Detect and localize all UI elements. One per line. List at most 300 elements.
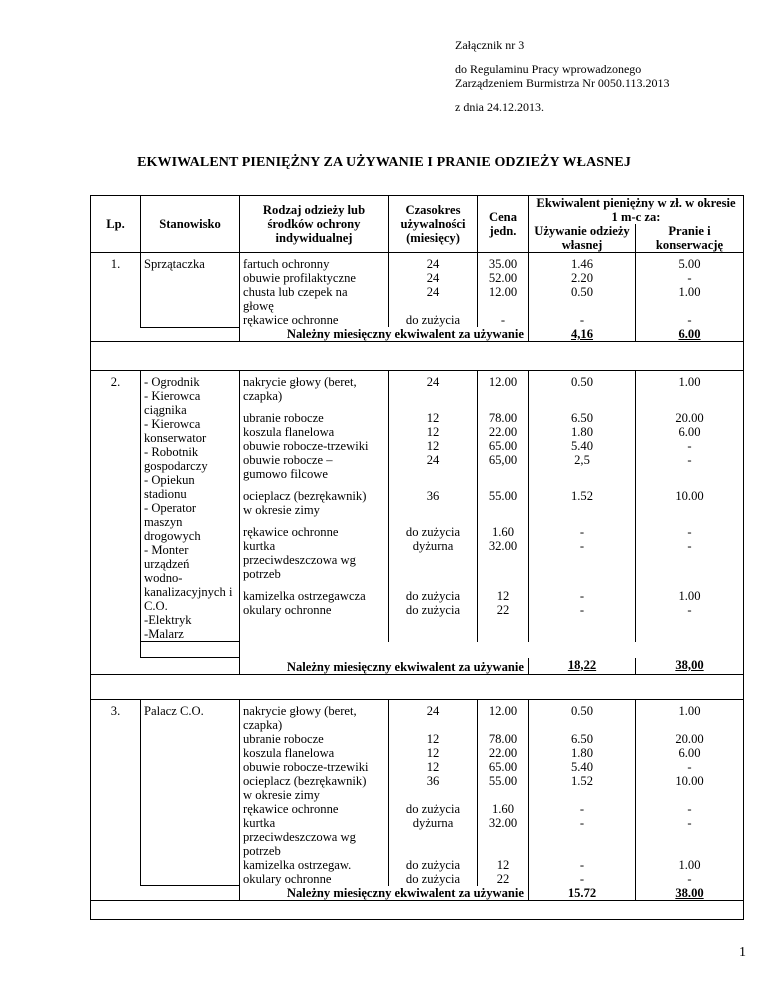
text-line: okulary ochronne [243, 603, 332, 617]
item-cena [481, 375, 525, 403]
value: - [687, 313, 692, 327]
value: - [579, 603, 585, 617]
blank-row [91, 900, 744, 919]
item-czas [392, 774, 474, 802]
text-line: -Malarz [144, 627, 184, 641]
blank-cell [91, 900, 744, 919]
value: - [687, 801, 692, 816]
value: - [579, 589, 585, 603]
item-uz [532, 858, 632, 872]
item-uz [532, 453, 632, 481]
item-name [243, 774, 385, 802]
value: 52.00 [488, 271, 518, 285]
item-name [243, 816, 385, 858]
col-header-cena: Cena jedn. [478, 196, 529, 253]
value: 24 [426, 375, 440, 389]
value: - [579, 313, 585, 327]
item-czas [392, 439, 474, 453]
value: 1.80 [570, 745, 594, 760]
value: 1.00 [678, 589, 701, 603]
value: 0.50 [570, 703, 594, 718]
value: 12.00 [488, 703, 518, 718]
value: 12 [426, 759, 440, 774]
item-uz [532, 539, 632, 581]
value: - [579, 815, 585, 830]
text-line: stadionu [144, 487, 187, 501]
lp-cell: 1. [91, 253, 141, 328]
text-line: Sprzątaczka [144, 257, 205, 271]
section-row [91, 699, 744, 886]
value: 36 [426, 773, 440, 788]
text-line: okulary ochronne [243, 871, 332, 886]
item-czas [392, 760, 474, 774]
text-line: drogowych [144, 529, 201, 543]
item-cena [481, 816, 525, 858]
text-line: ocieplacz (bezrękawnik) [243, 489, 367, 503]
item-czas [392, 453, 474, 481]
item-cena [481, 453, 525, 481]
czasokres-cell [389, 699, 478, 886]
item-uz [532, 760, 632, 774]
pranie-cell [636, 371, 744, 642]
czasokres-cell [389, 253, 478, 328]
czasokres-cell [389, 371, 478, 642]
value: 2.20 [570, 271, 594, 285]
item-uz [532, 411, 632, 425]
item-pr [639, 411, 740, 425]
value: 24 [426, 271, 440, 285]
item-czas [392, 285, 474, 313]
lp-cell-cont [91, 642, 141, 658]
item-pr [639, 746, 740, 760]
lp-cell: 2. [91, 371, 141, 642]
text-line: konserwator [144, 431, 207, 445]
value: 22.00 [488, 745, 518, 760]
value: do zużycia [405, 525, 461, 539]
value: 78.00 [488, 731, 518, 746]
value: do zużycia [405, 871, 461, 886]
text-line: koszula flanelowa [243, 425, 335, 439]
item-uz [532, 802, 632, 816]
item-name [243, 872, 385, 886]
item-name [243, 375, 385, 403]
item-name [243, 411, 385, 425]
stanowisko-cell [141, 253, 240, 328]
item-name [243, 760, 385, 774]
value: 6.00 [678, 745, 701, 760]
item-cena [481, 746, 525, 760]
item-czas [392, 704, 474, 732]
cena-cell [478, 371, 529, 642]
text-line: C.O. [144, 599, 168, 613]
item-name [243, 525, 385, 539]
stanowisko-cell [141, 699, 240, 886]
text-line: Palacz C.O. [144, 703, 204, 718]
value: do zużycia [405, 313, 461, 327]
value: 0.50 [570, 285, 594, 299]
text-line: potrzeb [243, 567, 281, 581]
text-line: ubranie robocze [243, 731, 324, 746]
value: do zużycia [405, 801, 461, 816]
item-cena [481, 802, 525, 816]
spacer-row [91, 642, 744, 658]
pranie-cell [636, 699, 744, 886]
text-line: w okresie zimy [243, 787, 320, 802]
text-line: rękawice ochronne [243, 313, 339, 327]
summary-label: Należny miesięczny ekwiwalent za używanie [240, 327, 529, 342]
value: - [687, 759, 692, 774]
text-line: wodno- [144, 571, 183, 585]
summary-uzywanie: 15.72 [529, 886, 636, 901]
text-line: rękawice ochronne [243, 801, 339, 816]
item-uz [532, 271, 632, 285]
value: 5.40 [570, 759, 594, 774]
value: 2,5 [574, 453, 590, 467]
summary-left [91, 886, 240, 901]
item-czas [392, 539, 474, 581]
value: - [687, 603, 692, 617]
item-uz [532, 872, 632, 886]
summary-left [91, 327, 240, 342]
value: - [687, 439, 692, 453]
summary-row [91, 658, 744, 675]
value: 24 [426, 453, 440, 467]
item-name [243, 589, 385, 603]
item-uz [532, 746, 632, 760]
col-header-uzywanie: Używanie odzieży własnej [529, 224, 636, 253]
attachment-date: z dnia 24.12.2013. [455, 100, 544, 114]
text-line: nakrycie głowy (beret, [243, 703, 357, 718]
item-uz [532, 425, 632, 439]
item-uz [532, 589, 632, 603]
item-cena [481, 285, 525, 313]
item-pr [639, 539, 740, 581]
item-pr [639, 375, 740, 403]
item-pr [639, 774, 740, 802]
text-line: przeciwdeszczowa wg [243, 553, 356, 567]
text-line: obuwie robocze-trzewiki [243, 759, 369, 774]
item-name [243, 439, 385, 453]
value: 22.00 [488, 425, 518, 439]
item-pr [639, 816, 740, 858]
item-name [243, 425, 385, 439]
text-line: czapka) [243, 717, 283, 732]
item-cena [481, 313, 525, 327]
item-uz [532, 285, 632, 313]
item-czas [392, 425, 474, 439]
value: 1.80 [570, 425, 594, 439]
text-line: ubranie robocze [243, 411, 324, 425]
attachment-ref-line: do Regulaminu Pracy wprowadzonego [455, 62, 642, 76]
item-name [243, 858, 385, 872]
uzywanie-cell [529, 699, 636, 886]
text-line: - Kierowca [144, 417, 201, 431]
value: 22 [496, 871, 510, 886]
text-line: obuwie profilaktyczne [243, 271, 356, 285]
item-czas [392, 271, 474, 285]
item-name [243, 271, 385, 285]
col-header-rodzaj: Rodzaj odzieży lub środków ochrony indywidualnej [240, 196, 389, 253]
item-czas [392, 872, 474, 886]
value: 12.00 [488, 375, 518, 389]
spacer-cell [240, 642, 744, 658]
text-line: gumowo filcowe [243, 467, 328, 481]
item-name [243, 489, 385, 517]
value: 32.00 [488, 539, 518, 553]
value: 55.00 [488, 773, 518, 788]
text-line: - Kierowca [144, 389, 201, 403]
item-pr [639, 271, 740, 285]
value: 20.00 [675, 411, 704, 425]
value: 1.00 [678, 285, 701, 299]
value: 24 [426, 257, 440, 271]
value: 1.00 [678, 857, 701, 872]
item-pr [639, 425, 740, 439]
item-cena [481, 425, 525, 439]
value: 20.00 [675, 731, 704, 746]
item-czas [392, 257, 474, 271]
item-czas [392, 589, 474, 603]
item-czas [392, 375, 474, 403]
value: - [579, 539, 585, 553]
item-cena [481, 732, 525, 746]
value: 35.00 [488, 257, 518, 271]
text-line: koszula flanelowa [243, 745, 335, 760]
text-line: przeciwdeszczowa wg [243, 829, 356, 844]
item-pr [639, 525, 740, 539]
value: 12 [426, 425, 440, 439]
value: 55.00 [488, 489, 518, 503]
cena-cell [478, 699, 529, 886]
item-cena [481, 411, 525, 425]
item-name [243, 746, 385, 760]
value: 12 [426, 731, 440, 746]
item-czas [392, 525, 474, 539]
value: - [579, 857, 585, 872]
item-cena [481, 257, 525, 271]
text-line: gospodarczy [144, 459, 208, 473]
item-cena [481, 525, 525, 539]
value: - [687, 871, 692, 886]
value: 12.00 [488, 285, 518, 299]
item-uz [532, 774, 632, 802]
item-cena [481, 589, 525, 603]
rodzaj-cell [240, 371, 389, 642]
item-uz [532, 816, 632, 858]
item-name [243, 313, 385, 327]
text-line: kurtka [243, 815, 276, 830]
item-pr [639, 589, 740, 603]
table-header-row [91, 196, 744, 225]
blank-row [91, 674, 744, 699]
item-uz [532, 375, 632, 403]
summary-uzywanie: 18,22 [529, 658, 636, 675]
lp-cell: 3. [91, 699, 141, 886]
value: - [687, 815, 692, 830]
value: 1.00 [678, 375, 701, 389]
value: do zużycia [405, 603, 461, 617]
text-line: czapka) [243, 389, 283, 403]
item-name [243, 802, 385, 816]
item-pr [639, 760, 740, 774]
blank-cell [91, 674, 744, 699]
item-uz [532, 525, 632, 539]
item-pr [639, 489, 740, 517]
item-czas [392, 603, 474, 617]
attachment-header [455, 38, 670, 114]
item-cena [481, 489, 525, 517]
summary-label: Należny miesięczny ekwiwalent za używanie [240, 658, 529, 675]
item-pr [639, 313, 740, 327]
text-line: - Operator maszyn [144, 501, 197, 529]
item-pr [639, 704, 740, 732]
value: 32.00 [488, 815, 518, 830]
table-body [91, 253, 744, 920]
item-pr [639, 858, 740, 872]
item-cena [481, 704, 525, 732]
text-line: kamizelka ostrzegaw. [243, 857, 352, 872]
value: 10.00 [675, 489, 704, 503]
text-line: ciągnika [144, 403, 187, 417]
document-title: EKWIWALENT PIENIĘŻNY ZA UŻYWANIE I PRANIE ODZIEŻY WŁASNEJ [137, 155, 631, 170]
item-czas [392, 411, 474, 425]
value: 5.40 [570, 439, 594, 453]
rodzaj-cell [240, 253, 389, 328]
text-line: kamizelka ostrzegawcza [243, 589, 366, 603]
text-line: w okresie zimy [243, 503, 320, 517]
blank-cell [91, 342, 744, 371]
value: - [687, 453, 692, 467]
col-header-ekwiwalent: Ekwiwalent pieniężny w zł. w okresie 1 m-c za: [529, 196, 744, 225]
item-pr [639, 872, 740, 886]
value: 24 [426, 285, 440, 299]
item-uz [532, 313, 632, 327]
value: - [500, 313, 506, 327]
value: - [687, 271, 692, 285]
text-line: fartuch ochronny [243, 257, 330, 271]
item-uz [532, 489, 632, 517]
value: 12 [426, 439, 440, 453]
item-name [243, 257, 385, 271]
item-uz [532, 603, 632, 617]
value: 24 [426, 703, 440, 718]
item-cena [481, 760, 525, 774]
text-line: rękawice ochronne [243, 525, 339, 539]
item-name [243, 285, 385, 313]
item-pr [639, 802, 740, 816]
value: 6.50 [570, 411, 594, 425]
value: 1.00 [678, 703, 701, 718]
text-line: -Elektryk [144, 613, 192, 627]
summary-row [91, 886, 744, 901]
value: 5.00 [678, 257, 701, 271]
text-line: obuwie robocze-trzewiki [243, 439, 369, 453]
item-cena [481, 603, 525, 617]
item-czas [392, 746, 474, 760]
uzywanie-cell [529, 371, 636, 642]
item-cena [481, 539, 525, 581]
text-line: - Robotnik [144, 445, 199, 459]
summary-pranie: 38,00 [636, 658, 744, 675]
value: 65.00 [488, 759, 518, 774]
attachment-ref-line: Zarządzeniem Burmistrza Nr 0050.113.2013 [455, 76, 670, 90]
value: 12 [496, 589, 510, 603]
item-pr [639, 603, 740, 617]
value: do zużycia [405, 857, 461, 872]
item-cena [481, 271, 525, 285]
item-pr [639, 439, 740, 453]
value: 1.60 [491, 525, 515, 539]
value: dyżurna [412, 539, 454, 553]
text-line: kurtka [243, 539, 276, 553]
value: - [687, 525, 692, 539]
col-header-pranie: Pranie i konserwację [636, 224, 744, 253]
value: 65,00 [488, 453, 518, 467]
item-czas [392, 816, 474, 858]
summary-uzywanie: 4,16 [529, 327, 636, 342]
item-uz [532, 732, 632, 746]
item-cena [481, 774, 525, 802]
value: 1.60 [491, 801, 515, 816]
col-header-czasokres: Czasokres używalności (miesięcy) [389, 196, 478, 253]
value: 12 [496, 857, 510, 872]
item-name [243, 704, 385, 732]
item-czas [392, 858, 474, 872]
item-czas [392, 313, 474, 327]
value: - [579, 801, 585, 816]
value: - [579, 871, 585, 886]
stanowisko-cell-cont [141, 642, 240, 658]
value: 1.52 [570, 489, 594, 503]
summary-label: Należny miesięczny ekwiwalent za używanie [240, 886, 529, 901]
item-czas [392, 732, 474, 746]
attachment-number: Załącznik nr 3 [455, 38, 525, 52]
section-row [91, 253, 744, 328]
text-line: nakrycie głowy (beret, [243, 375, 357, 389]
value: 6.50 [570, 731, 594, 746]
col-header-stanowisko: Stanowisko [141, 196, 240, 253]
value: 12 [426, 745, 440, 760]
blank-row [91, 342, 744, 371]
item-pr [639, 257, 740, 271]
text-line: ocieplacz (bezrękawnik) [243, 773, 367, 788]
cena-cell [478, 253, 529, 328]
value: 65.00 [488, 439, 518, 453]
value: 6.00 [678, 425, 701, 439]
item-cena [481, 858, 525, 872]
text-line: potrzeb [243, 843, 281, 858]
item-uz [532, 257, 632, 271]
item-pr [639, 453, 740, 481]
value: 0.50 [570, 375, 594, 389]
item-name [243, 453, 385, 481]
pranie-cell [636, 253, 744, 328]
value: 10.00 [675, 773, 704, 788]
summary-left [91, 658, 240, 675]
equivalent-table [90, 195, 744, 920]
stanowisko-cell [141, 371, 240, 642]
item-name [243, 603, 385, 617]
text-line: kanalizacyjnych i [144, 585, 233, 599]
text-line: głowę [243, 299, 274, 313]
text-line: - Ogrodnik [144, 375, 200, 389]
item-cena [481, 439, 525, 453]
item-pr [639, 285, 740, 313]
item-name [243, 539, 385, 581]
text-line: obuwie robocze – [243, 453, 333, 467]
uzywanie-cell [529, 253, 636, 328]
value: 78.00 [488, 411, 518, 425]
